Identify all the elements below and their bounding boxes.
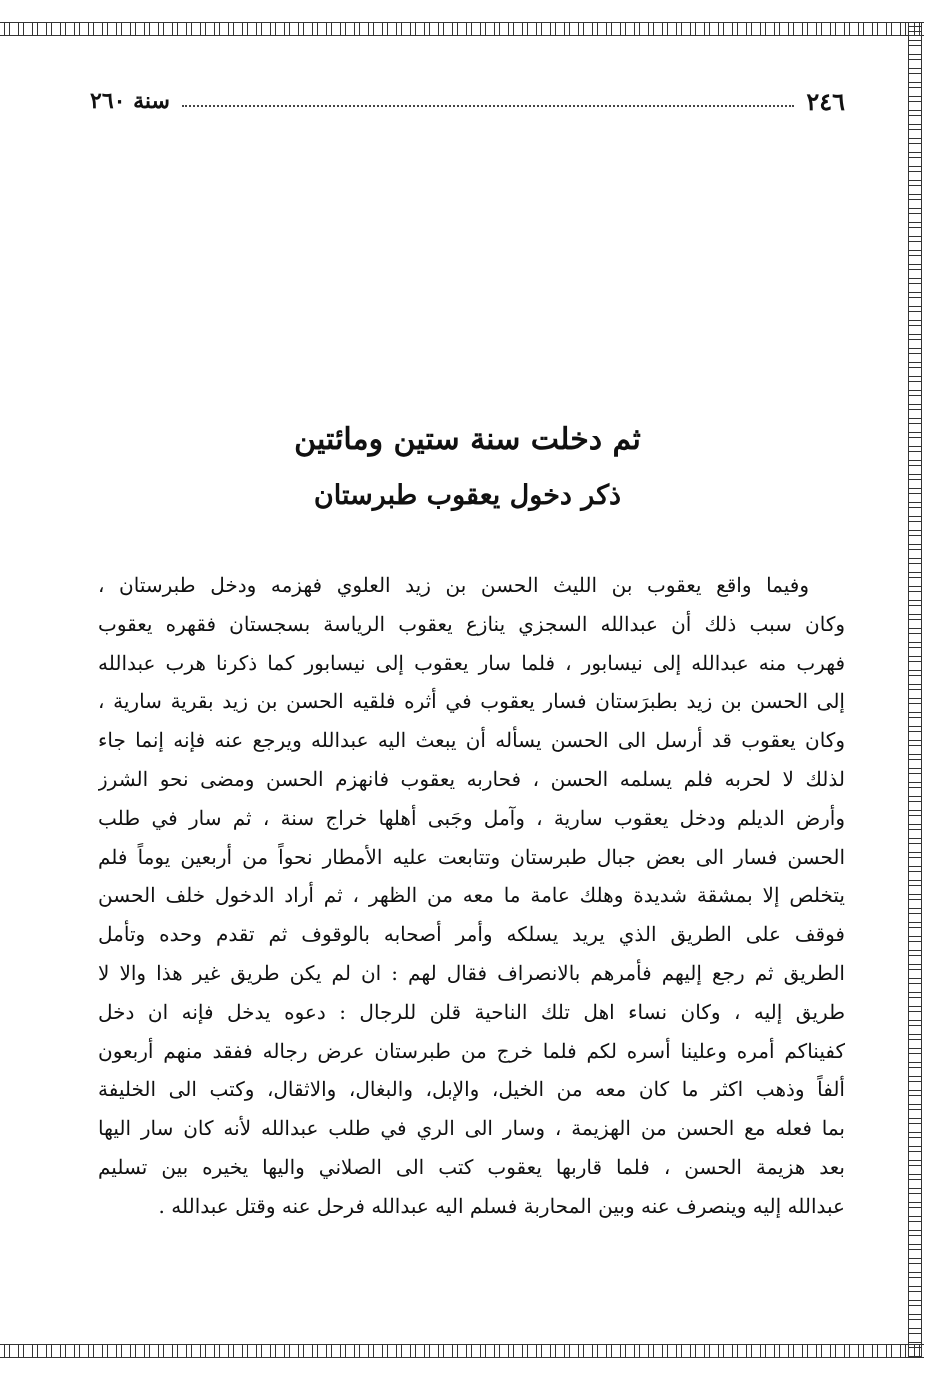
text-line: وفيما واقع يعقوب بن الليث الحسن بن زيد العلوي فهزمه ودخل طبرستان ، [98,573,809,597]
chapter-title: ثم دخلت سنة ستين ومائتين [294,422,641,457]
decorative-border-bottom [0,1344,924,1358]
text-line: الطريق ثم رجع إليهم فأمرهم بالانصراف فقال لهم : ان لم يكن طريق غير هذا والا لا [98,960,845,985]
text-line: بعد هزيمة الحسن ، فلما قاربها يعقوب كتب الى الصلاني واليها يخيره بين تسليم [98,1154,845,1179]
text-line: فوقف على الطريق الذي يريد يسلكه وأمر أصحابه بالوقوف ثم تقدم وحده وتأمل [98,922,845,947]
text-line: بما فعله مع الحسن من الهزيمة ، وسار الى الري في طلب عبدالله لأنه كان سار اليها [98,1116,845,1141]
text-line: يتخلص إلا بمشقة شديدة وهلك عامة ما معه من الظهر ، ثم أراد الدخول خلف الحسن [98,883,845,908]
decorative-border-top [0,22,924,36]
text-line: لذلك لا لحربه فلم يسلمه الحسن ، فحاربه يعقوب فانهزم الحسن ومضى نحو الشرز [98,766,845,791]
text-line: الحسن فسار الى بعض جبال طبرستان وتتابعت عليه الأمطار نحواً من أربعين يوماً فلم [98,844,845,869]
running-header [90,86,845,116]
text-line: طريق إليه ، وكان نساء اهل تلك الناحية قلن للرجال : دعوه يدخل فإنه ان دخل [98,999,845,1024]
running-title: سنة ٢٦٠ [90,88,170,114]
header-dotted-leader [182,105,794,107]
decorative-border-right [908,22,922,1358]
body-paragraph [98,566,845,1226]
page-number: ٢٤٦ [806,86,845,116]
text-line: وكان يعقوب قد أرسل الى الحسن يسأله أن يبعث اليه عبدالله ويرجع عنه فإنه إنما جاء [98,728,845,753]
text-line: فهرب منه عبدالله إلى نيسابور ، فلما سار يعقوب إلى نيسابور كما ذكرنا هرب عبدالله [98,650,845,675]
text-line: كفيناكم أمره وعلينا أسره لكم فلما خرج من طبرستان عرض رجاله ففقد منهم أربعون [98,1038,845,1063]
text-line: ألفاً وذهب اكثر ما كان معه من الخيل، والإبل، والبغال، والاثقال، وكتب الى الخليفة [98,1077,845,1102]
section-subtitle: ذكر دخول يعقوب طبرستان [313,480,622,511]
text-line: إلى الحسن بن زيد بطبرَستان فسار يعقوب في أثره فلقيه الحسن بن زيد بقرية سارية ، [98,689,845,714]
text-line: وكان سبب ذلك أن عبدالله السجزي ينازع يعقوب الرياسة بسجستان فقهره يعقوب [98,611,845,636]
text-line: عبدالله إليه وينصرف عنه وبين المحاربة فسلم اليه عبدالله فرحل عنه وقتل عبدالله . [158,1193,845,1218]
text-line: وأرض الديلم ودخل يعقوب سارية ، وآمل وجَبى أهلها خراج سنة ، ثم سار في طلب [98,805,845,830]
